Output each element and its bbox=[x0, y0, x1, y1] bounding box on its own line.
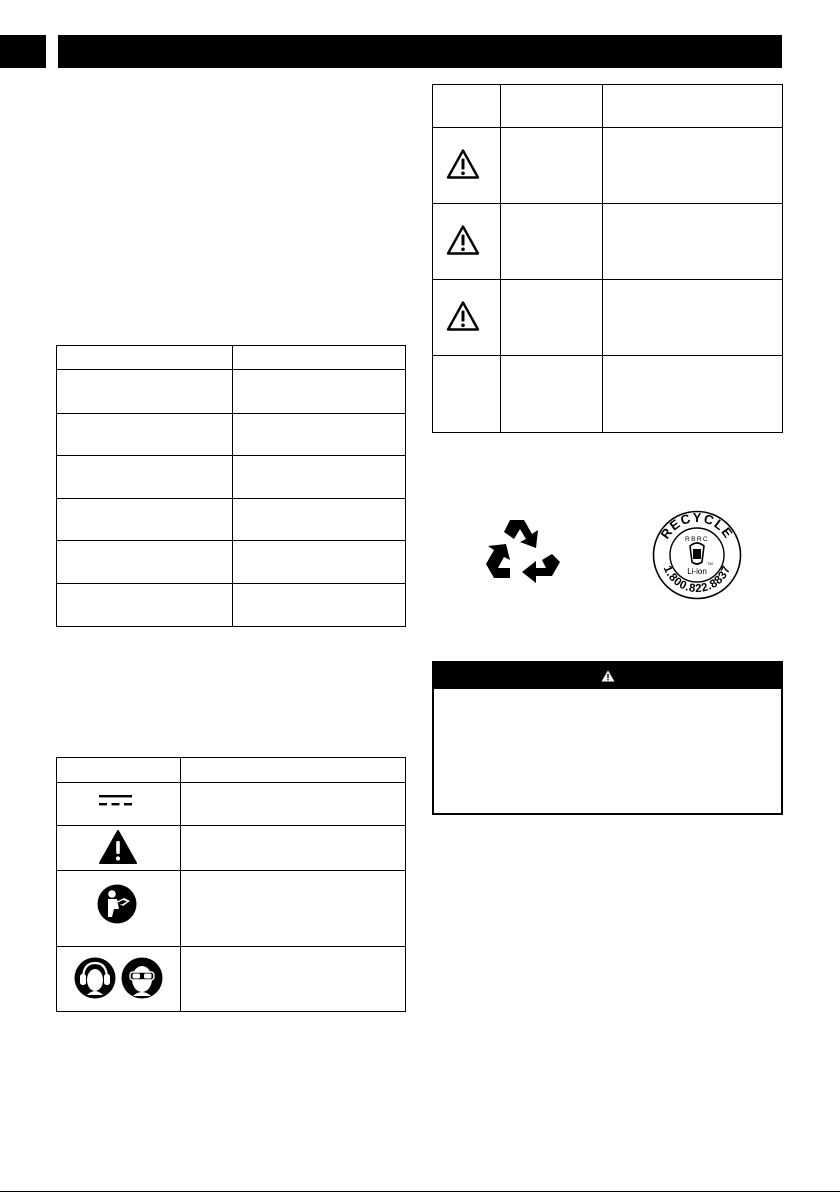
rbrc-recycle-seal-icon bbox=[652, 510, 742, 600]
rbrc-phone-text: 1.800.822.8837 bbox=[660, 564, 734, 596]
hazard-triangle-icon bbox=[446, 300, 480, 332]
page-number-tab bbox=[0, 35, 46, 68]
recycle-icon bbox=[480, 512, 564, 592]
safety-alert-icon bbox=[98, 829, 138, 865]
rbrc-top-text: RECYCLE bbox=[657, 510, 737, 542]
specifications-table bbox=[56, 345, 406, 627]
hearing-protection-icon bbox=[74, 957, 116, 999]
hazard-triangle-icon bbox=[446, 148, 480, 180]
rbrc-chem-text: Li-ion bbox=[687, 567, 707, 576]
warning-box-header bbox=[434, 663, 781, 689]
dc-current-icon bbox=[96, 793, 136, 809]
warning-triangle-icon bbox=[601, 670, 615, 682]
section-header-bar bbox=[58, 35, 782, 68]
read-manual-icon bbox=[97, 884, 137, 924]
warning-box bbox=[432, 661, 783, 815]
signal-words-table bbox=[432, 84, 783, 433]
eye-protection-icon bbox=[121, 957, 163, 999]
hazard-triangle-icon bbox=[446, 224, 480, 256]
rbrc-tm-text: TM bbox=[707, 561, 713, 566]
rbrc-org-text: RBRC bbox=[684, 536, 710, 543]
